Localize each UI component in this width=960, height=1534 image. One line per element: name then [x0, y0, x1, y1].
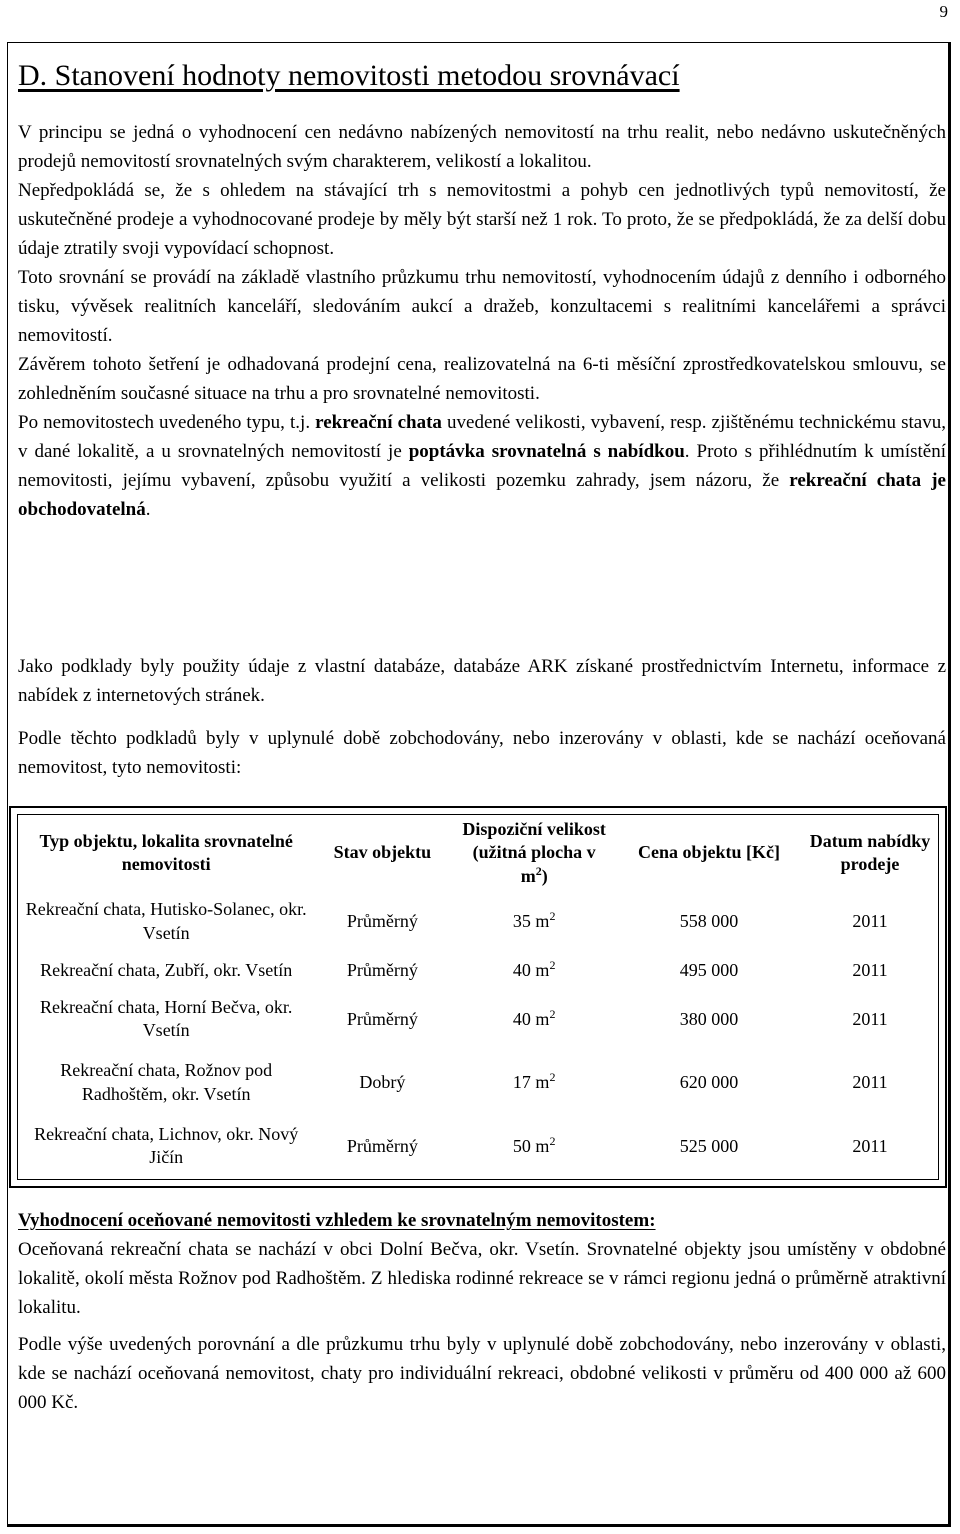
paragraph-age-assumption: Nepředpokládá se, že s ohledem na stávající trh s nemovitostmi a pohyb cen jednotlivých typů nemovitostí, že uskutečněné prodeje a vyhodnocované prodeje by měly být starší než 1 rok. To proto, že se předpokládá, že za delší dobu údaje ztratily svoji vypovídací schopnost. [18, 180, 946, 259]
marketability-bold-demand: poptávka srovnatelná s nabídkou [408, 441, 685, 462]
paragraph-market-research: Toto srovnání se provádí na základě vlastního průzkumu trhu nemovitostí, vyhodnocením údajů z denního i odborného tisku, vývěsek realitních kanceláří, sledováním aukcí a dražeb, konzultacemi s realitními kancelářemi a správci nemovitostí. [18, 267, 946, 346]
cell-price: 495 000 [679, 959, 739, 980]
table-header-row [19, 816, 939, 890]
paragraph-marketability [18, 408, 946, 524]
cell-date: 2011 [852, 911, 888, 932]
evaluation-section [18, 1206, 946, 1417]
marketability-bold-type: rekreační chata [315, 412, 442, 433]
cell-size-sup: 2 [549, 957, 556, 972]
paragraph-evaluation-location: Oceňovaná rekreační chata se nachází v obci Dolní Bečva, okr. Vsetín. Srovnatelné objekty jsou umístěny v obdobné lokalitě, okolí města Rožnov pod Radhoštěm. Z hlediska rodinné rekreace se v rámci regionu jedná o průměrně atraktivní lokalitu. [18, 1239, 946, 1318]
cell-date: 2011 [852, 1008, 888, 1029]
cell-size-sup: 2 [549, 909, 556, 924]
header-size [451, 816, 617, 890]
cell-size-value: 17 m [512, 1072, 550, 1093]
cell-price: 525 000 [679, 1135, 739, 1156]
table-row [19, 1051, 939, 1114]
header-size-sup: 2 [535, 863, 542, 878]
cell-price: 558 000 [679, 911, 739, 932]
paragraph-conclusion: Závěrem tohoto šetření je odhadovaná prodejní cena, realizovatelná na 6-ti měsíční zprostředkovatelskou smlouvu, se zohledněním současné situace na trhu a pro srovnatelné nemovitosti. [18, 354, 946, 404]
cell-location: Rekreační chata, Rožnov pod Radhoštěm, okr. Vsetín [60, 1060, 273, 1104]
table-row [19, 1115, 939, 1178]
cell-size [451, 988, 617, 1051]
header-state: Stav objektu [333, 842, 432, 863]
cell-size-sup: 2 [549, 1006, 556, 1021]
cell-date: 2011 [852, 1072, 888, 1093]
section-heading [18, 58, 938, 94]
section-heading-text: D. Stanovení hodnoty nemovitosti metodou srovnávací [18, 59, 680, 92]
header-size-text: Dispoziční velikost (užitná plocha v m [462, 819, 606, 886]
cell-state: Průměrný [346, 1135, 418, 1156]
cell-size [451, 1115, 617, 1178]
comparison-table [19, 816, 939, 1178]
cell-location: Rekreační chata, Lichnov, okr. Nový Jičín [34, 1123, 299, 1168]
intro-section [18, 118, 946, 524]
cell-size-value: 40 m [512, 959, 550, 980]
cell-state: Dobrý [359, 1072, 406, 1093]
paragraph-table-intro: Podle těchto podkladů byly v uplynulé době zobchodovány, nebo inzerovány v oblasti, kde se nachází oceňovaná nemovitost, tyto nemovitosti: [18, 728, 946, 778]
cell-size-value: 40 m [512, 1008, 550, 1029]
cell-state: Průměrný [346, 1008, 418, 1029]
header-location: Typ objektu, lokalita srovnatelné nemovitosti [39, 830, 293, 875]
sources-section [18, 652, 946, 782]
table-row [19, 988, 939, 1051]
cell-size-sup: 2 [549, 1070, 556, 1085]
cell-date: 2011 [852, 1135, 888, 1156]
marketability-bold-result: rekreační chata je obchodovatelná [18, 470, 946, 520]
evaluation-heading: Vyhodnocení oceňované nemovitosti vzhledem ke srovnatelným nemovitostem: [18, 1210, 656, 1231]
table-row [19, 890, 939, 953]
header-date: Datum nabídky prodeje [809, 830, 931, 875]
cell-state: Průměrný [346, 911, 418, 932]
cell-date: 2011 [852, 959, 888, 980]
cell-size [451, 1051, 617, 1114]
table-row [19, 954, 939, 988]
cell-size-sup: 2 [549, 1133, 556, 1148]
cell-price: 620 000 [679, 1072, 739, 1093]
header-size-end: ) [541, 865, 548, 886]
cell-price: 380 000 [679, 1008, 739, 1029]
cell-size-value: 35 m [512, 911, 550, 932]
marketability-text-g: . [145, 499, 151, 520]
comparison-table-frame [9, 806, 947, 1188]
paragraph-sources: Jako podklady byly použity údaje z vlastní databáze, databáze ARK získané prostřednictvím Internetu, informace z nabídek z internetových stránek. [18, 656, 946, 706]
paragraph-evaluation-price-range: Podle výše uvedených porovnání a dle průzkumu trhu byly v uplynulé době zobchodovány, nebo inzerovány v oblasti, kde se nachází oceňovaná nemovitost, chaty pro individuální rekreaci, obdobné velikosti v průměru od 400 000 až 600 000 Kč. [18, 1334, 946, 1413]
marketability-text-a: Po nemovitostech uvedeného typu, t.j. [18, 412, 316, 433]
marketability-text-e: . Proto s přihlédnutím k umístění nemovitosti, jejímu vybavení, způsobu využití a velikosti pozemku zahrady, jsem názoru, že [18, 441, 947, 491]
cell-state: Průměrný [346, 959, 418, 980]
page-number: 9 [939, 2, 948, 21]
cell-size-value: 50 m [512, 1135, 550, 1156]
marketability-text-c: uvedené velikosti, vybavení, resp. zjištěnému technickému stavu, v dané lokalitě, a u srovnatelných nemovitostí je [18, 412, 946, 462]
header-price: Cena objektu [Kč] [637, 842, 780, 863]
cell-location: Rekreační chata, Zubří, okr. Vsetín [40, 959, 293, 980]
cell-size [451, 890, 617, 953]
paragraph-principle: V principu se jedná o vyhodnocení cen nedávno nabízených nemovitostí na trhu realit, nebo nedávno uskutečněných prodejů nemovitostí srovnatelných svým charakterem, velikostí a lokalitou. [18, 122, 946, 172]
cell-location: Rekreační chata, Horní Bečva, okr. Vsetín [39, 997, 293, 1041]
cell-location: Rekreační chata, Hutisko-Solanec, okr. Vsetín [25, 899, 307, 943]
cell-size [451, 954, 617, 988]
